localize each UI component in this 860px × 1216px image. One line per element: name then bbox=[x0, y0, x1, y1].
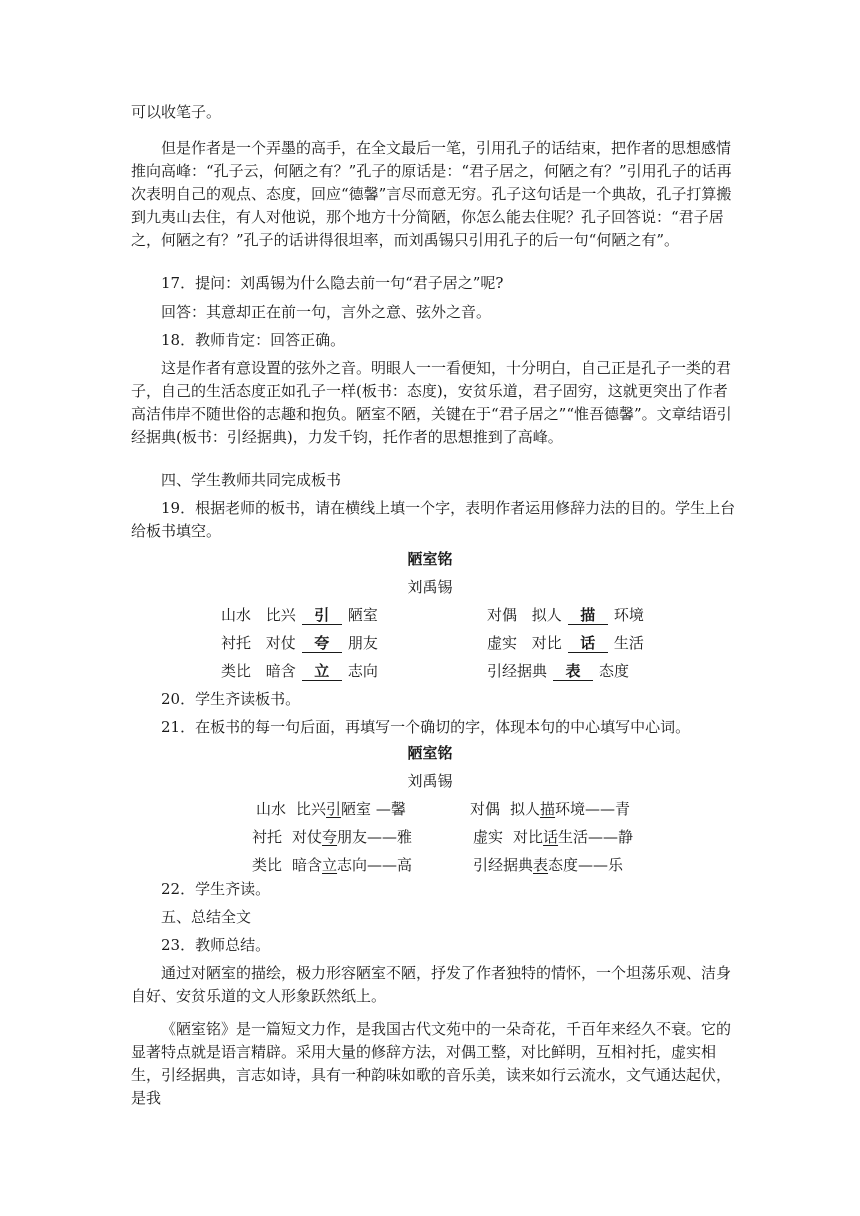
section-heading: 五、总结全文 bbox=[161, 908, 252, 926]
board-row: 类比 暗含 立 志向 bbox=[221, 662, 378, 680]
board-row: 对偶 拟人描环境——青 bbox=[470, 800, 631, 818]
board-row: 山水 比兴引陋室 —馨 bbox=[256, 800, 406, 818]
board-title: 陋室铭 bbox=[407, 744, 453, 762]
paragraph: 21．在板书的每一句后面，再填写一个确切的字，体现本句的中心填写中心词。 bbox=[161, 718, 691, 736]
paragraph: 可以收笔子。 bbox=[131, 103, 222, 121]
paragraph: 18．教师肯定：回答正确。 bbox=[161, 331, 346, 349]
paragraph: 通过对陋室的描绘，极力形容陋室不陋，抒发了作者独特的情怀，一个坦荡乐观、洁身自好、安贫乐道的文人形象跃然纸上。 bbox=[131, 964, 732, 1005]
board-row: 引经据典表态度——乐 bbox=[473, 856, 624, 874]
board-row: 虚实 对比 话 生活 bbox=[487, 634, 644, 652]
paragraph: 22．学生齐读。 bbox=[161, 880, 271, 898]
section-heading: 四、学生教师共同完成板书 bbox=[161, 471, 342, 489]
paragraph: 回答：其意却正在前一句，言外之意、弦外之音。 bbox=[161, 303, 492, 321]
paragraph: 但是作者是一个弄墨的高手，在全文最后一笔，引用孔子的话结束，把作者的思想感情推向高峰：“孔子云，何陋之有？”孔子的原话是：“君子居之，何陋之有？”引用孔子的话再次表明自己的观点、态度，回应“德馨”言尽而意无穷。孔子这句话是一个典故，孔子打算搬到九夷山去住，有人对他说，那个地方十分简陋，你怎么能去住呢？孔子回答说：“君子居之，何陋之有？”孔子的话讲得很坦率，而刘禹锡只引用孔子的后一句“何陋之有”。 bbox=[131, 139, 732, 249]
board-row: 对偶 拟人 描 环境 bbox=[487, 606, 644, 624]
board-row: 虚实 对比话生活——静 bbox=[473, 828, 634, 846]
board-row: 引经据典 表 态度 bbox=[487, 662, 630, 680]
board-row: 类比 暗含立志向——高 bbox=[252, 856, 413, 874]
board-author: 刘禹锡 bbox=[407, 772, 453, 790]
paragraph: 这是作者有意设置的弦外之音。明眼人一一看便知，十分明白，自己正是孔子一类的君子，自己的生活态度正如孔子一样(板书：态度)，安贫乐道，君子固穷，这就更突出了作者高洁伟岸不随世俗的志趣和抱负。陋室不陋，关键在于“君子居之”“惟吾德馨”。文章结语引经据典(板书：引经据典)，力发千钧，托作者的思想推到了高峰。 bbox=[131, 359, 732, 446]
paragraph: 17．提问：刘禹锡为什么隐去前一句“君子居之”呢? bbox=[161, 274, 504, 292]
board-row: 山水 比兴 引 陋室 bbox=[221, 606, 378, 624]
board-row: 衬托 对仗夸朋友——雅 bbox=[252, 828, 413, 846]
board-row: 衬托 对仗 夸 朋友 bbox=[221, 634, 378, 652]
board-title: 陋室铭 bbox=[407, 550, 453, 568]
paragraph: 23．教师总结。 bbox=[161, 936, 271, 954]
paragraph: 19．根据老师的板书，请在横线上填一个字，表明作者运用修辞力法的目的。学生上台给板书填空。 bbox=[131, 499, 736, 540]
board-author: 刘禹锡 bbox=[407, 578, 453, 596]
paragraph: 《陋室铭》是一篇短文力作，是我国古代文苑中的一朵奇花，千百年来经久不衰。它的显著特点就是语言精辟。采用大量的修辞方法，对偶工整，对比鲜明，互相衬托，虚实相生，引经据典，言志如诗，具有一种韵味如歌的音乐美，读来如行云流水，文气通达起伏，是我 bbox=[131, 1020, 732, 1107]
paragraph: 20．学生齐读板书。 bbox=[161, 690, 301, 708]
